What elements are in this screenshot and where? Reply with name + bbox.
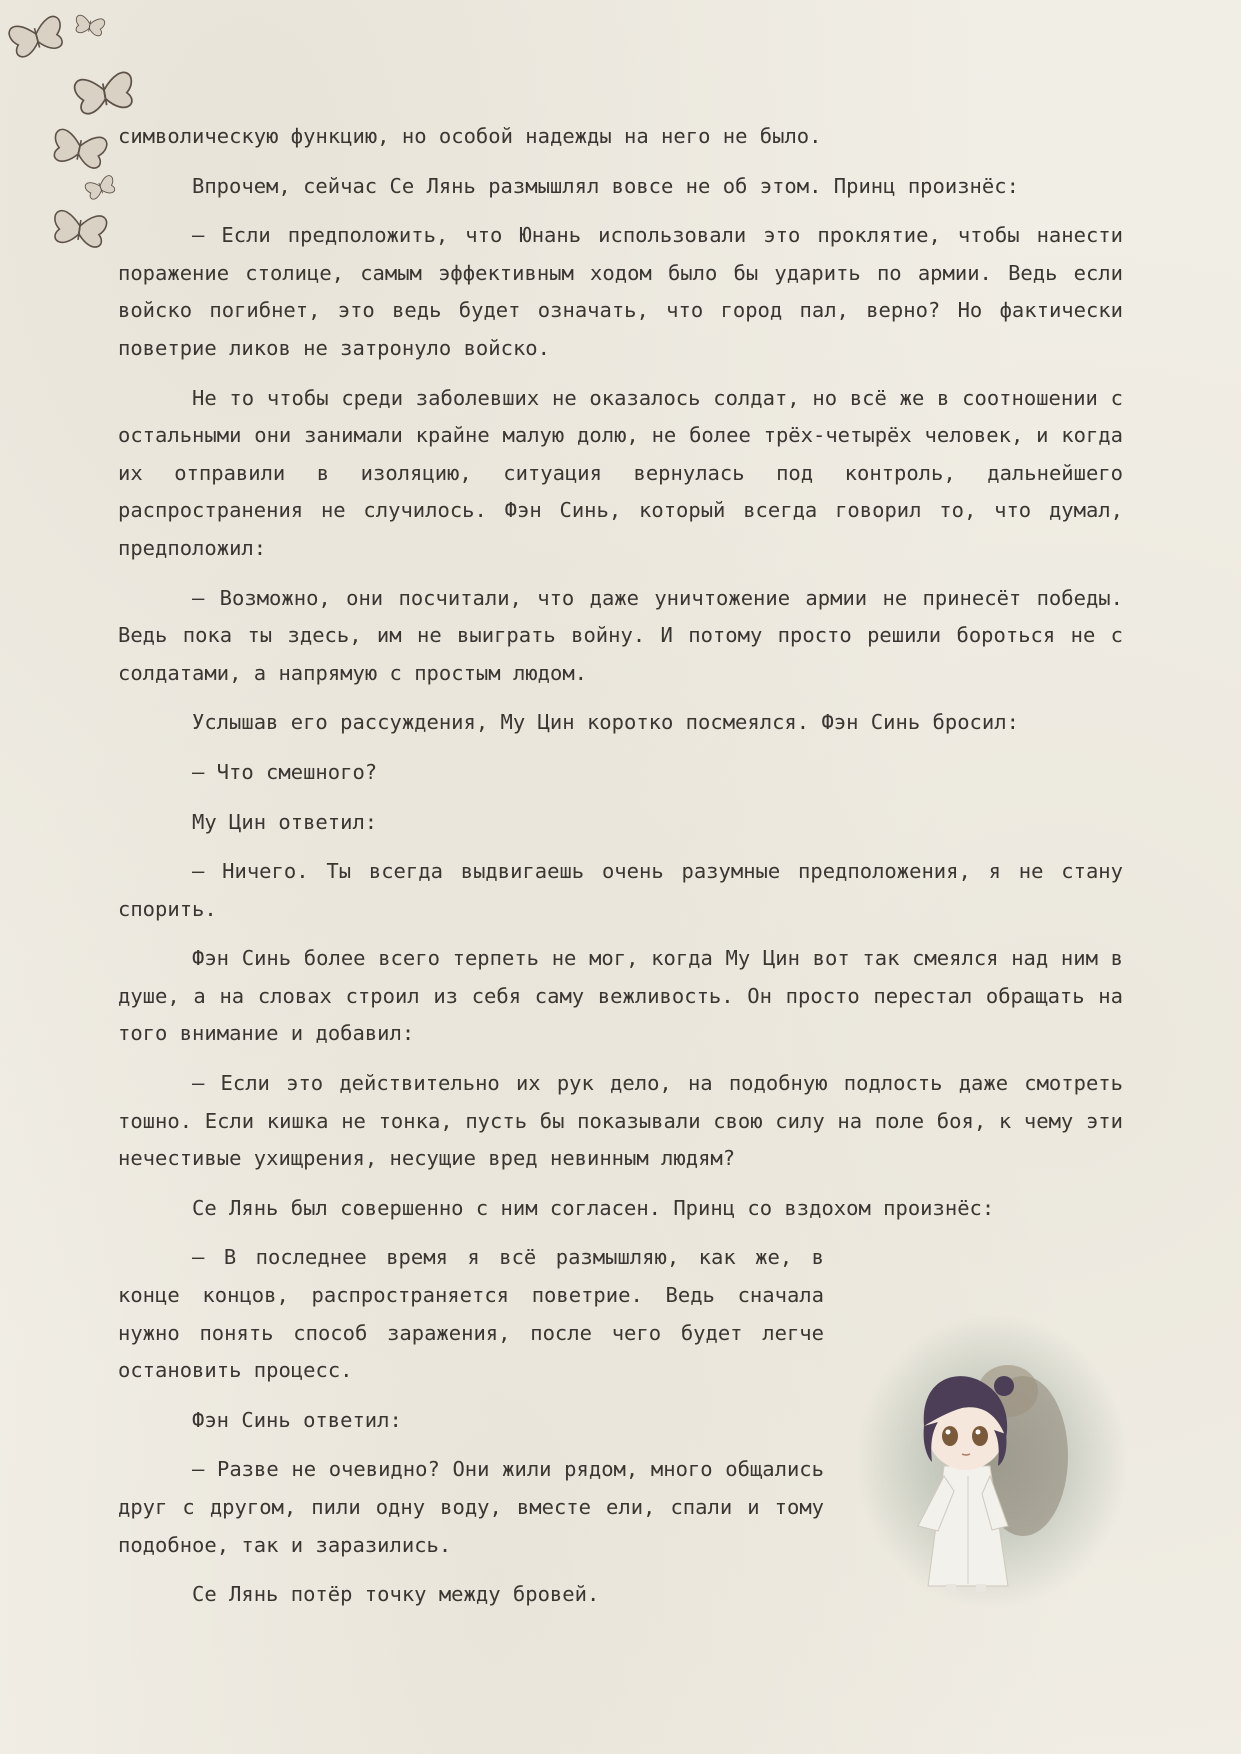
paragraph: Се Лянь был совершенно с ним согласен. Принц со вздохом произнёс: — [192, 1195, 995, 1220]
paragraph: — Если предположить, что Юнань использовали это проклятие, чтобы нанести поражение столице, самым эффективным ходом было бы ударить по армии. Ведь если войско погибнет, это ведь будет означать, что город пал, верно? Но фактически поветрие ликов не затронуло войско. — [118, 223, 1123, 360]
paragraph: — Разве не очевидно? Они жили рядом, много общались друг с другом, пили одну воду, вместе ели, спали и тому подобное, так и заразились. — [118, 1457, 824, 1557]
paragraph: Фэн Синь более всего терпеть не мог, когда Му Цин вот так смеялся над ним в душе, а на словах строил из себя саму вежливость. Он просто перестал обращать на того внимание и добавил: — [118, 946, 1123, 1046]
paragraph: Се Лянь потёр точку между бровей. — [192, 1582, 600, 1607]
paragraph: — В последнее время я всё размышляю, как же, в конце концов, распространяется поветрие. Ведь сначала нужно понять способ заражения, после чего будет легче остановить процесс. — [118, 1245, 824, 1383]
paragraph: Услышав его рассуждения, Му Цин коротко посмеялся. Фэн Синь бросил: — [192, 710, 1019, 735]
paragraph: — Возможно, они посчитали, что даже уничтожение армии не принесёт победы. Ведь пока ты здесь, им не выиграть войну. И потому просто решили бороться не с солдатами, а напрямую с простым людом. — [118, 585, 1123, 685]
paragraph: — Ничего. Ты всегда выдвигаешь очень разумные предположения, я не стану спорить. — [118, 859, 1123, 921]
paragraph: Му Цин ответил: — [192, 809, 378, 834]
paragraph: символическую функцию, но особой надежды на него не было. — [118, 124, 822, 148]
chibi-character-illustration — [858, 1316, 1126, 1606]
paragraph: — Что смешного? — [192, 759, 378, 784]
paragraph: — Если это действительно их рук дело, на подобную подлость даже смотреть тошно. Если кишка не тонка, пусть бы показывали свою силу на поле боя, к чему эти нечестивые ухищрения, несущие вред невинным людям? — [118, 1071, 1123, 1171]
paragraph: Не то чтобы среди заболевших не оказалось солдат, но всё же в соотношении с остальными они занимали крайне малую долю, не более трёх-четырёх человек, и когда их отправили в изоляцию, ситуация вернулась под контроль, дальнейшего распространения не случилось. Фэн Синь, который всегда говорил то, что думал, предположил: — [118, 385, 1123, 560]
paragraph: Фэн Синь ответил: — [192, 1407, 402, 1432]
paragraph: Впрочем, сейчас Се Лянь размышлял вовсе не об этом. Принц произнёс: — [192, 173, 1019, 198]
